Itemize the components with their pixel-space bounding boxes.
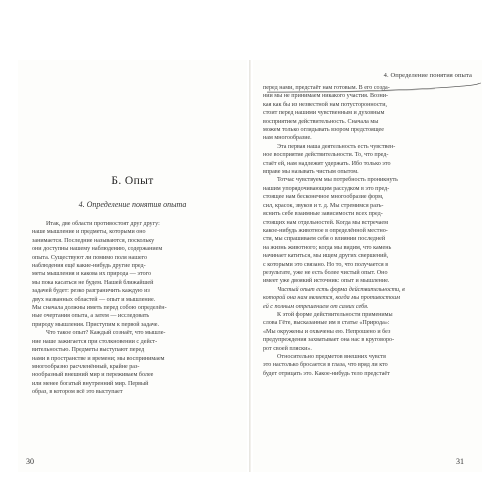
- left-page: [18, 60, 247, 472]
- text-line: имеет уже двоякий источник: опыт и мышление.: [263, 278, 390, 285]
- text-line: восприятием действительность. Сначала мы: [263, 118, 379, 125]
- text-line: с которыми это связано. Но то, что получается в: [263, 261, 389, 268]
- right-body-text: [263, 84, 405, 378]
- text-line: опыта. Существуют ли помимо поля нашего: [32, 254, 148, 261]
- text-line: Эта первая наша деятельность есть чувствен-: [277, 143, 396, 150]
- text-line: К этой форме действительности применимы: [277, 311, 393, 318]
- text-line: сти, мы спрашиваем себя о влиянии последней: [263, 236, 386, 243]
- text-line-italic: ей с полным отрешением от самих себя.: [263, 303, 369, 310]
- text-line: природу мышления. Приступим к первой задаче.: [32, 321, 159, 328]
- left-body-text: [32, 220, 167, 397]
- text-line: или менее богатый внутренний мир. Первый: [32, 380, 149, 387]
- text-line: ное восприятие действительности. То, что пред-: [263, 152, 389, 159]
- text-line: многообразно расчленённый, крайне раз-: [32, 363, 140, 370]
- text-line: какое-нибудь животное в определённой местно-: [263, 227, 388, 234]
- text-line: начинает катиться, мы ищем других свершений,: [263, 253, 389, 260]
- text-line: нами в пространстве и времени; мы воспринимаем: [32, 355, 165, 362]
- text-line: на жизнь животного; когда мы видим, что камень: [263, 244, 392, 251]
- chapter-title: Б. Опыт: [111, 175, 154, 187]
- text-line: рот своей пляски».: [263, 345, 312, 352]
- text-line: наше мышление и предметы, которыми оно: [32, 229, 146, 236]
- text-line: стоит перед нашими чувственным и духовным: [263, 110, 385, 117]
- text-line: «Мы окружены и охвачены ею. Непрошено и без: [263, 328, 391, 335]
- text-line: нообразный внешний мир и переживаем более: [32, 372, 154, 379]
- text-line: слова Гёте, высказанные им в статье «Природа»:: [263, 320, 390, 327]
- text-line: можем только оглядывать взором предстоящее: [263, 127, 384, 134]
- text-line: задачей будет: резко разграничить каждую из: [32, 288, 150, 295]
- text-line: результате, уже не есть более чистый опыт. Оно: [263, 269, 388, 276]
- text-line-italic: которой она нам является, когда мы противостоим: [263, 295, 400, 302]
- text-line: двух названных областей — опыт и мышление.: [32, 296, 156, 303]
- text-line: образ, в котором всё это выступает: [32, 389, 123, 396]
- text-line: ние наше зажигается при столкновении с дейст-: [32, 338, 158, 345]
- text-line: стоящее нам бесконечное многообразие форм,: [263, 194, 384, 201]
- text-line: предупреждения захватывает она нас в круговоро-: [263, 337, 395, 344]
- text-line: Мы сначала должны иметь перед собою определён-: [32, 305, 167, 312]
- page-number-left: 30: [26, 457, 34, 466]
- section-title: 4. Определение понятия опыта: [78, 200, 187, 209]
- text-line: это настолько бросается в глаза, что вряд ли кто: [263, 362, 388, 369]
- text-line: Что такое опыт? Каждый сознаёт, что мышле-: [46, 330, 166, 337]
- text-line: перед нами, предстаёт нам готовым. В его созда-: [263, 85, 390, 91]
- text-line: стаёт ей, нам надлежит удержать. Ибо только это: [263, 160, 391, 167]
- text-line: вительностью. Предметы выступают перед: [32, 347, 145, 354]
- text-line: меты мышления и какова их природа — этого: [32, 271, 152, 278]
- page-number-right: 31: [456, 457, 464, 466]
- text-line-italic: Чистый опыт есть форма действительности, в: [277, 286, 405, 293]
- text-line: вправе мы называть чистым опытом.: [263, 169, 359, 176]
- text-line: будет отрицать это. Какое-нибудь тело предстаёт: [263, 370, 390, 377]
- right-page: [253, 60, 482, 472]
- text-line: нам многообразие.: [263, 135, 312, 142]
- text-line: наблюдения ещё какие-нибудь другие пред-: [32, 263, 146, 270]
- text-line: занимается. Последние называются, поскольку: [32, 237, 155, 244]
- text-line: ные очертания опыта, а затем — исследовать: [32, 313, 150, 320]
- text-line: Относительно предметов внешних чувств: [277, 354, 386, 360]
- text-line: они доступны нашему наблюдению, содержанием: [32, 246, 163, 253]
- text-line: яснить себе взаимные зависимости всех пред-: [263, 211, 383, 218]
- text-line: сил, красок, звуков и т. д. Мы стремимся разъ-: [263, 202, 384, 209]
- text-line: Итак, две области противостоят друг другу:: [46, 221, 160, 227]
- text-line: мы пока касаться не будем. Нашей ближайшей: [32, 279, 154, 286]
- text-line: кая как бы из незвестной нам потусторонности,: [263, 101, 387, 108]
- text-line: стоящих нам отдельностей. Когда мы встречаем: [263, 219, 388, 226]
- running-head: 4. Определение понятия опыта: [383, 72, 472, 79]
- text-line: нии мы не принимаем никакого участия. Возни-: [263, 93, 389, 100]
- text-line: нашим упорядочивающим рассудком в это пред-: [263, 185, 390, 192]
- text-line: Тотчас чувствуем мы потребность проникнуть: [277, 177, 398, 184]
- spine-gutter: [249, 60, 251, 472]
